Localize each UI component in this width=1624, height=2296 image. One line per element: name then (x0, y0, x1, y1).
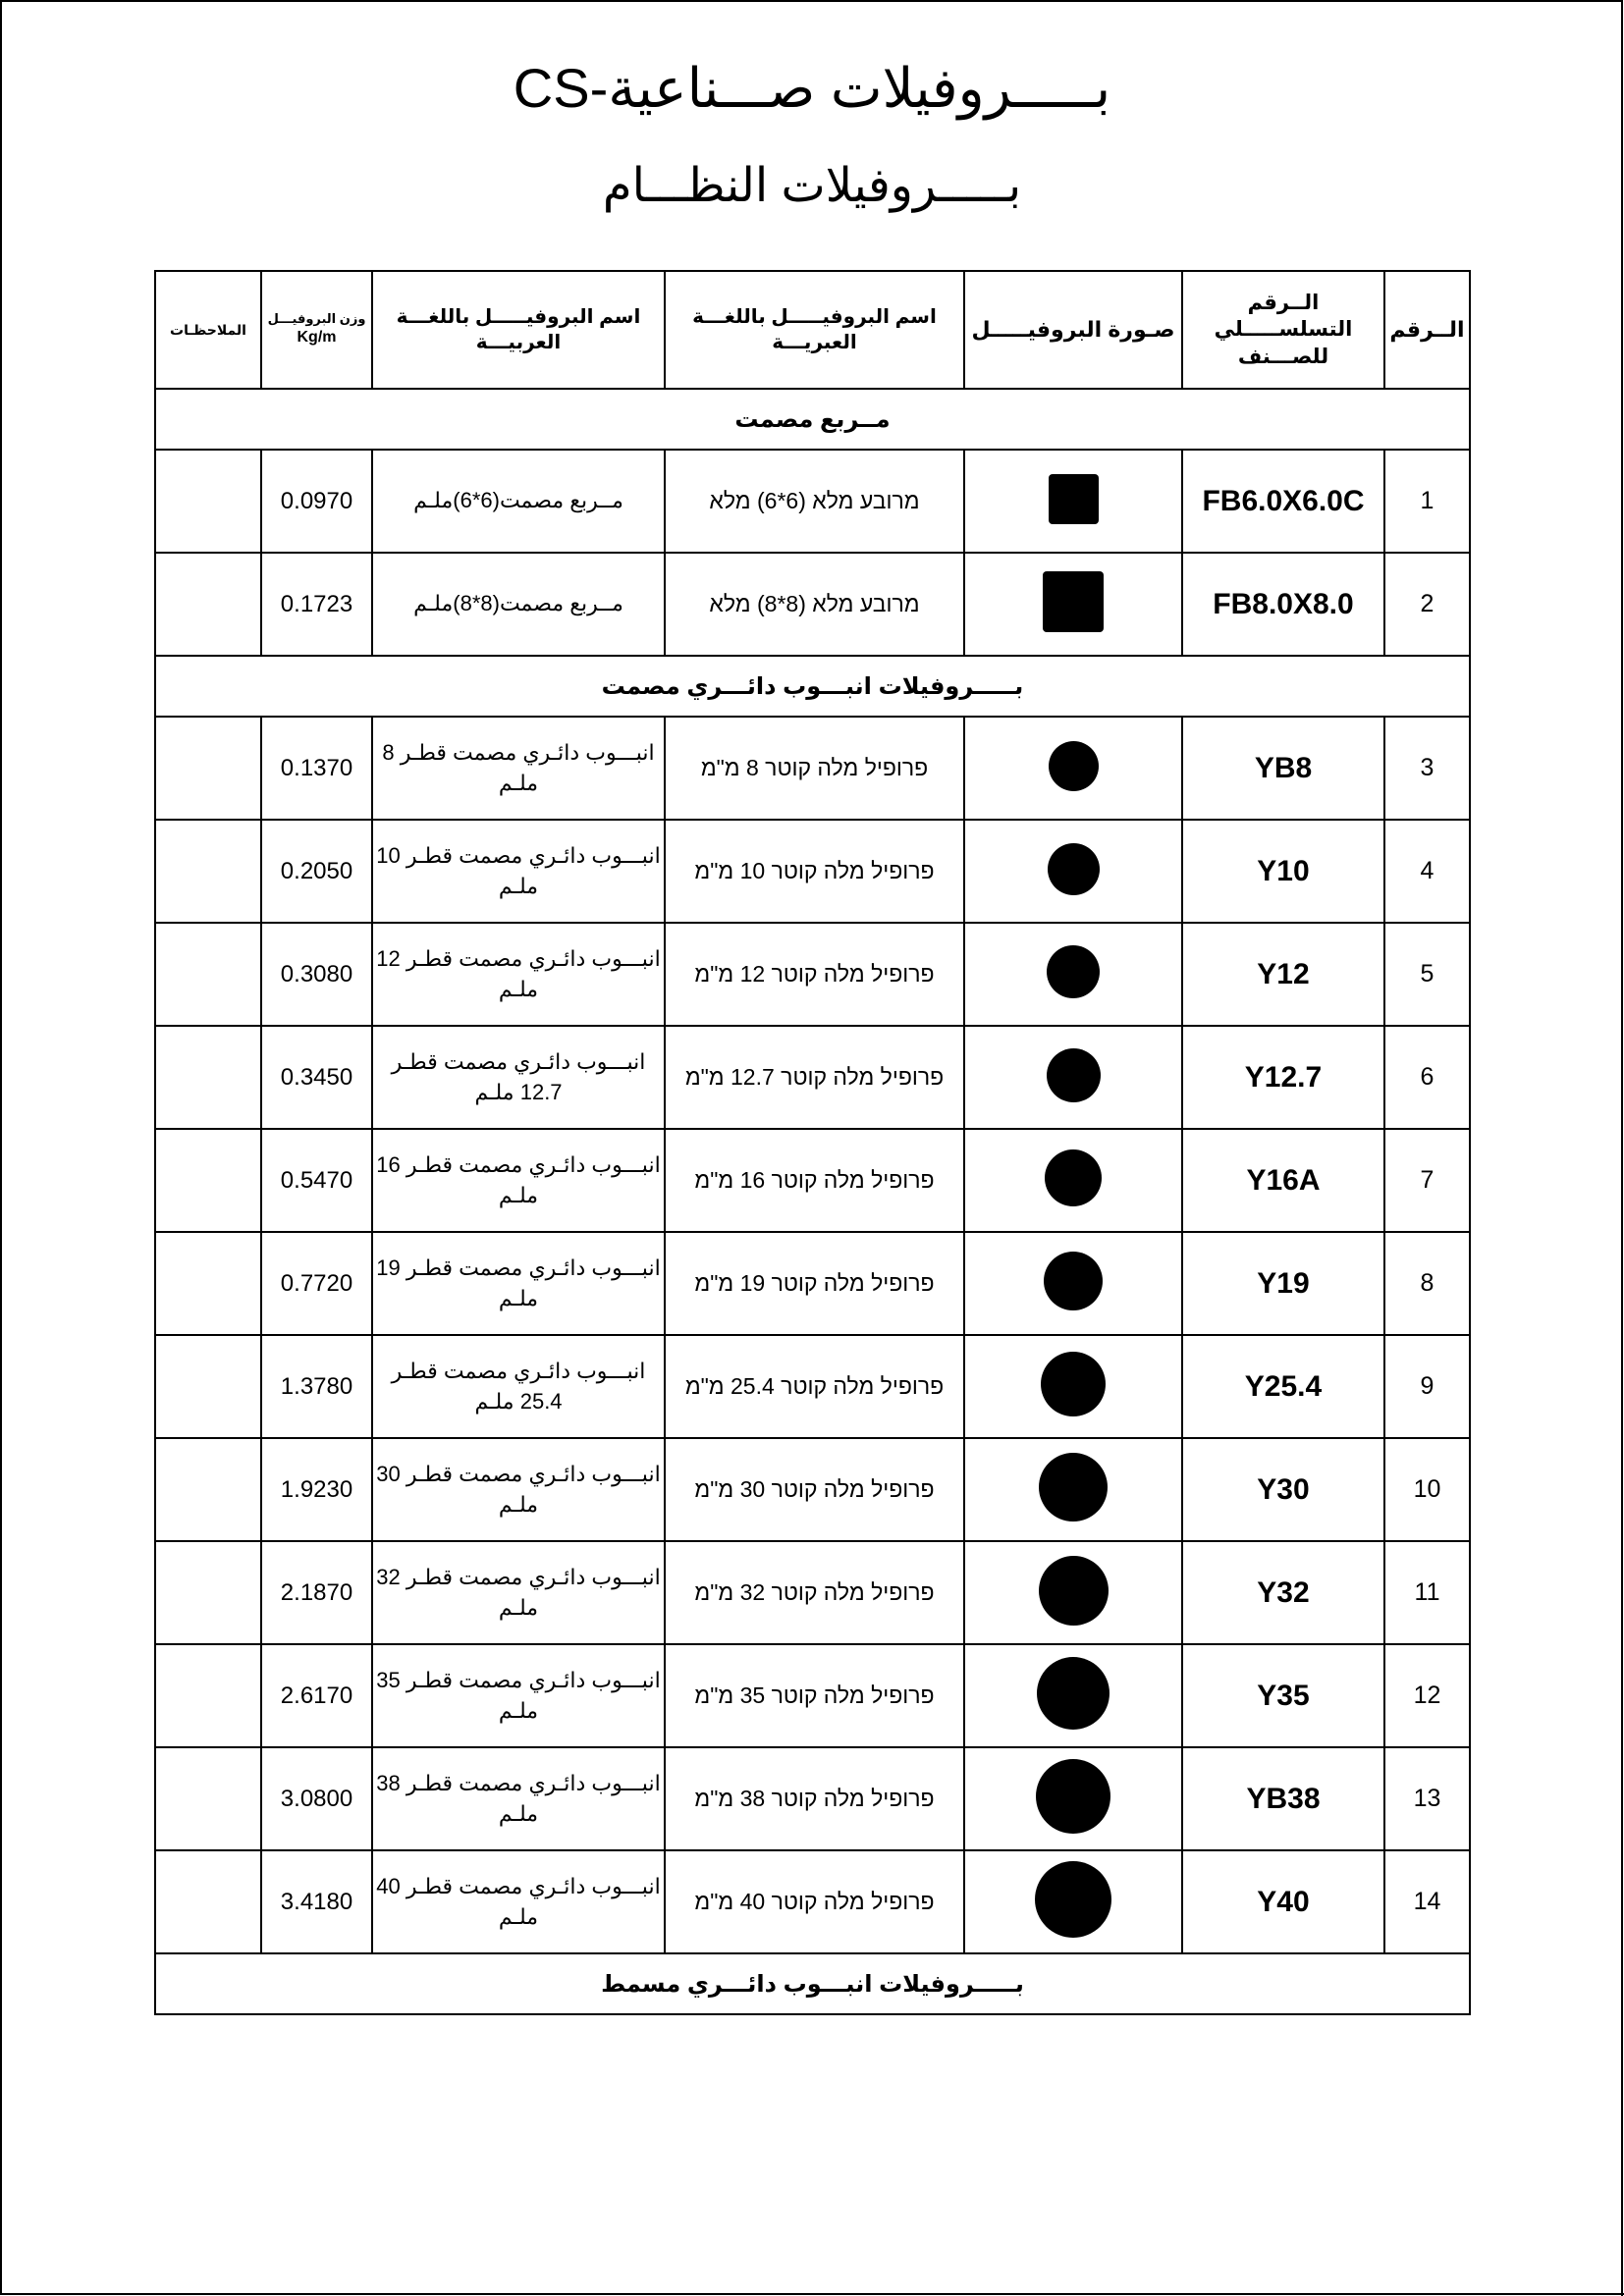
section-title: بـــــروفيلات انبـــوب دائـــري مصمت (155, 656, 1470, 717)
hebrew-name-cell: מרובע מלא (8*8) מלא (665, 553, 964, 656)
profile-image-cell (964, 553, 1182, 656)
notes-cell (155, 1335, 261, 1438)
solid-round-profile-icon (1044, 1252, 1103, 1310)
section-header-row (155, 389, 1470, 450)
arabic-name-cell: انبـــوب دائـري مصمت قطـر 38 ملـم (372, 1747, 665, 1850)
table-row (155, 820, 1470, 923)
serial-cell: Y40 (1182, 1850, 1384, 1953)
notes-cell (155, 923, 261, 1026)
notes-cell (155, 820, 261, 923)
serial-cell: Y10 (1182, 820, 1384, 923)
hebrew-name-cell: פרופיל מלה קוטר 35 מ"מ (665, 1644, 964, 1747)
profile-image-cell (964, 820, 1182, 923)
arabic-name-cell: انبـــوب دائـري مصمت قطـر 35 ملـم (372, 1644, 665, 1747)
weight-cell: 0.2050 (261, 820, 372, 923)
weight-cell: 0.5470 (261, 1129, 372, 1232)
arabic-name-cell: مــربع مصمت(8*8)ملـم (372, 553, 665, 656)
arabic-name-cell: انبـــوب دائـري مصمت قطـر 10 ملـم (372, 820, 665, 923)
notes-cell (155, 1850, 261, 1953)
solid-square-profile-icon (1043, 571, 1104, 632)
page-border-right (1621, 0, 1623, 2296)
header-arabic-name: اسم البروفيـــــل باللغـــة العربيـــة (372, 271, 665, 389)
notes-cell (155, 1129, 261, 1232)
serial-cell: Y30 (1182, 1438, 1384, 1541)
serial-cell: Y12.7 (1182, 1026, 1384, 1129)
hebrew-name-cell: פרופיל מלה קוטר 40 מ"מ (665, 1850, 964, 1953)
weight-cell: 1.9230 (261, 1438, 372, 1541)
number-cell: 7 (1384, 1129, 1470, 1232)
serial-cell: Y16A (1182, 1129, 1384, 1232)
arabic-name-cell: انبـــوب دائـري مصمت قطـر 30 ملـم (372, 1438, 665, 1541)
document-title: بـــــروفيلات صـــناعية-CS (513, 57, 1111, 119)
serial-cell: Y12 (1182, 923, 1384, 1026)
hebrew-name-cell: פרופיל מלה קוטר 25.4 מ"מ (665, 1335, 964, 1438)
header-hebrew-name: اسم البروفيـــــل باللغـــة العبريـــة (665, 271, 964, 389)
notes-cell (155, 1541, 261, 1644)
weight-cell: 0.0970 (261, 450, 372, 553)
arabic-name-cell: انبـــوب دائـري مصمت قطـر 25.4 ملـم (372, 1335, 665, 1438)
number-cell: 1 (1384, 450, 1470, 553)
profile-image-cell (964, 1232, 1182, 1335)
weight-cell: 3.0800 (261, 1747, 372, 1850)
section-header-row (155, 1953, 1470, 2014)
profile-image-cell (964, 923, 1182, 1026)
header-serial: الــرقم التسلســـــلي للصـــنف (1182, 271, 1384, 389)
table-row (155, 1026, 1470, 1129)
number-cell: 9 (1384, 1335, 1470, 1438)
table-row (155, 553, 1470, 656)
table-row (155, 1232, 1470, 1335)
arabic-name-cell: انبـــوب دائـري مصمت قطـر 8 ملـم (372, 717, 665, 820)
solid-square-profile-icon (1049, 474, 1099, 524)
table-row (155, 1747, 1470, 1850)
table-row (155, 450, 1470, 553)
solid-round-profile-icon (1036, 1759, 1110, 1834)
number-cell: 11 (1384, 1541, 1470, 1644)
table-row (155, 1335, 1470, 1438)
arabic-name-cell: انبـــوب دائـري مصمت قطـر 32 ملـم (372, 1541, 665, 1644)
hebrew-name-cell: פרופיל מלה קוטר 32 מ"מ (665, 1541, 964, 1644)
header-notes: الملاحظـات (155, 271, 261, 389)
notes-cell (155, 1747, 261, 1850)
solid-round-profile-icon (1039, 1556, 1109, 1626)
serial-cell: YB8 (1182, 717, 1384, 820)
table-row (155, 717, 1470, 820)
header-profile-image: صـورة البروفيـــــل (964, 271, 1182, 389)
arabic-name-cell: انبـــوب دائـري مصمت قطـر 19 ملـم (372, 1232, 665, 1335)
serial-cell: FB8.0X8.0 (1182, 553, 1384, 656)
profile-image-cell (964, 1541, 1182, 1644)
weight-cell: 0.3080 (261, 923, 372, 1026)
number-cell: 3 (1384, 717, 1470, 820)
number-cell: 2 (1384, 553, 1470, 656)
weight-cell: 2.1870 (261, 1541, 372, 1644)
notes-cell (155, 1644, 261, 1747)
document-subtitle: بـــــروفيلات النظـــام (602, 160, 1022, 212)
solid-round-profile-icon (1048, 843, 1100, 895)
weight-cell: 3.4180 (261, 1850, 372, 1953)
profile-image-cell (964, 1644, 1182, 1747)
header-weight-label: وزن البروفيـــل (267, 311, 366, 327)
section-title: بـــــروفيلات انبـــوب دائـــري مسمط (155, 1953, 1470, 2014)
page-border-bottom (0, 2293, 1624, 2295)
arabic-name-cell: انبـــوب دائـري مصمت قطـر 12.7 ملـم (372, 1026, 665, 1129)
hebrew-name-cell: פרופיל מלה קוטר 38 מ"מ (665, 1747, 964, 1850)
table-row (155, 1438, 1470, 1541)
number-cell: 12 (1384, 1644, 1470, 1747)
table-row (155, 1129, 1470, 1232)
arabic-name-cell: انبـــوب دائـري مصمت قطـر 12 ملـم (372, 923, 665, 1026)
solid-round-profile-icon (1047, 1048, 1101, 1102)
number-cell: 10 (1384, 1438, 1470, 1541)
serial-cell: YB38 (1182, 1747, 1384, 1850)
solid-round-profile-icon (1035, 1861, 1111, 1938)
number-cell: 8 (1384, 1232, 1470, 1335)
weight-cell: 0.1723 (261, 553, 372, 656)
weight-cell: 0.1370 (261, 717, 372, 820)
header-number: الــرقم (1384, 271, 1470, 389)
profile-image-cell (964, 1129, 1182, 1232)
notes-cell (155, 553, 261, 656)
hebrew-name-cell: פרופיל מלה קוטר 12 מ"מ (665, 923, 964, 1026)
solid-round-profile-icon (1047, 945, 1100, 998)
hebrew-name-cell: פרופיל מלה קוטר 19 מ"מ (665, 1232, 964, 1335)
header-weight-unit: Kg/m (297, 329, 337, 347)
notes-cell (155, 1232, 261, 1335)
profile-image-cell (964, 450, 1182, 553)
weight-cell: 0.3450 (261, 1026, 372, 1129)
arabic-name-cell: انبـــوب دائـري مصمت قطـر 40 ملـم (372, 1850, 665, 1953)
table-row (155, 1644, 1470, 1747)
solid-round-profile-icon (1037, 1657, 1110, 1730)
number-cell: 6 (1384, 1026, 1470, 1129)
number-cell: 14 (1384, 1850, 1470, 1953)
profile-image-cell (964, 1026, 1182, 1129)
hebrew-name-cell: פרופיל מלה קוטר 10 מ"מ (665, 820, 964, 923)
serial-cell: Y32 (1182, 1541, 1384, 1644)
profile-image-cell (964, 1438, 1182, 1541)
notes-cell (155, 1026, 261, 1129)
serial-cell: Y25.4 (1182, 1335, 1384, 1438)
notes-cell (155, 717, 261, 820)
table-header-row (155, 271, 1470, 389)
hebrew-name-cell: פרופיל מלה קוטר 30 מ"מ (665, 1438, 964, 1541)
profiles-table (154, 270, 1471, 2015)
table-row (155, 1541, 1470, 1644)
hebrew-name-cell: פרופיל מלה קוטר 8 מ"מ (665, 717, 964, 820)
table-row (155, 923, 1470, 1026)
notes-cell (155, 450, 261, 553)
table-row (155, 1850, 1470, 1953)
number-cell: 4 (1384, 820, 1470, 923)
solid-round-profile-icon (1041, 1352, 1106, 1416)
serial-cell: Y35 (1182, 1644, 1384, 1747)
hebrew-name-cell: פרופיל מלה קוטר 12.7 מ"מ (665, 1026, 964, 1129)
number-cell: 13 (1384, 1747, 1470, 1850)
section-header-row (155, 656, 1470, 717)
arabic-name-cell: مــربع مصمت(6*6)ملـم (372, 450, 665, 553)
weight-cell: 2.6170 (261, 1644, 372, 1747)
header-weight (261, 271, 372, 389)
serial-cell: FB6.0X6.0C (1182, 450, 1384, 553)
notes-cell (155, 1438, 261, 1541)
number-cell: 5 (1384, 923, 1470, 1026)
hebrew-name-cell: מרובע מלא (6*6) מלא (665, 450, 964, 553)
hebrew-name-cell: פרופיל מלה קוטר 16 מ"מ (665, 1129, 964, 1232)
serial-cell: Y19 (1182, 1232, 1384, 1335)
arabic-name-cell: انبـــوب دائـري مصمت قطـر 16 ملـم (372, 1129, 665, 1232)
profile-image-cell (964, 717, 1182, 820)
solid-round-profile-icon (1049, 741, 1099, 791)
section-title: مــربع مصمت (155, 389, 1470, 450)
profile-image-cell (964, 1335, 1182, 1438)
weight-cell: 0.7720 (261, 1232, 372, 1335)
solid-round-profile-icon (1045, 1149, 1102, 1206)
weight-cell: 1.3780 (261, 1335, 372, 1438)
profile-image-cell (964, 1850, 1182, 1953)
solid-round-profile-icon (1039, 1453, 1108, 1522)
profile-image-cell (964, 1747, 1182, 1850)
